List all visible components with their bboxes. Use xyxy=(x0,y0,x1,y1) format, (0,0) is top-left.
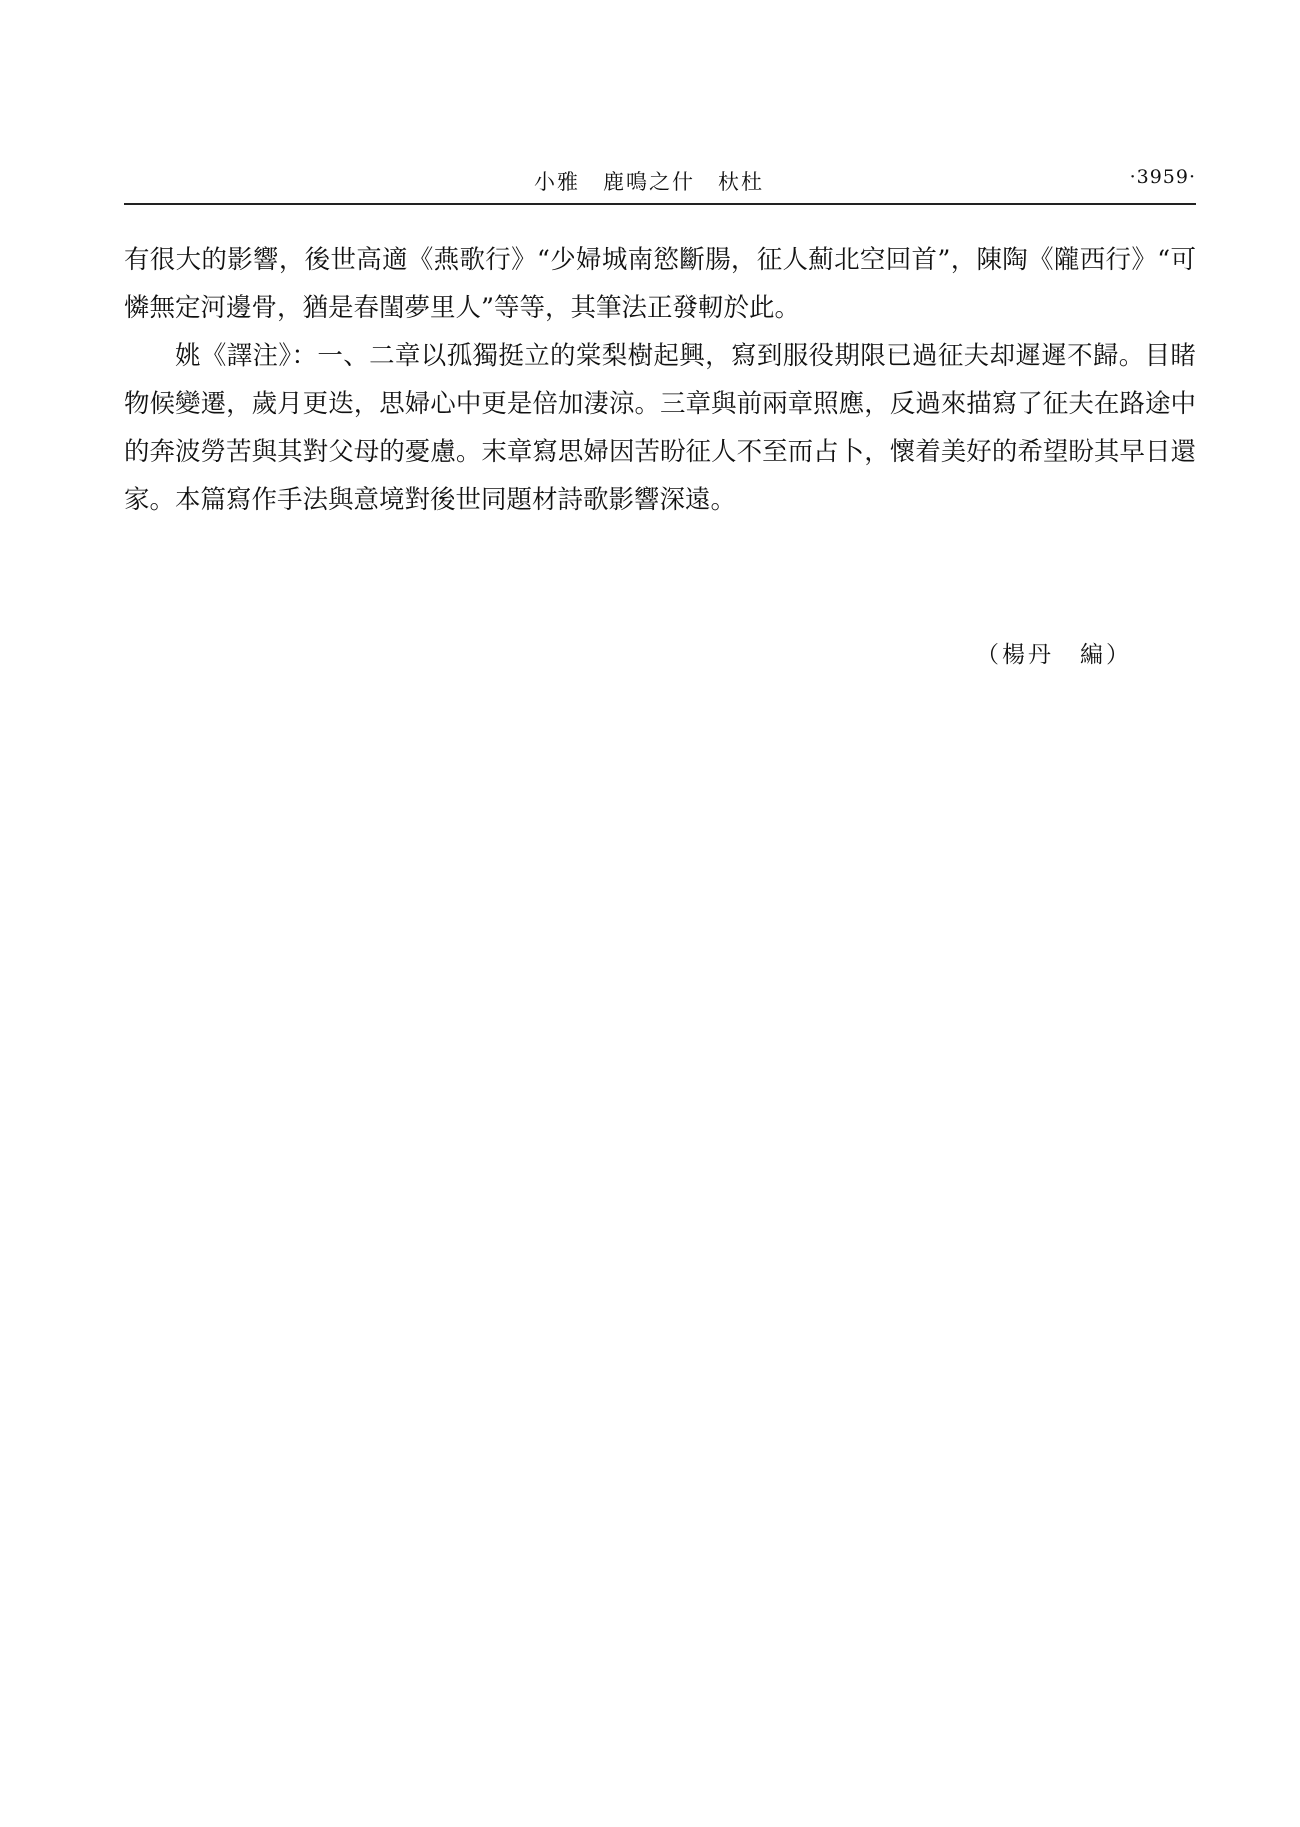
body-text xyxy=(124,236,1196,524)
running-header xyxy=(124,162,1196,198)
paragraph-continued: 有很大的影響，後世高適《燕歌行》“少婦城南慾斷腸，征人薊北空回首”，陳陶《隴西行》“可憐無定河邊骨，猶是春閨夢里人”等等，其筆法正發軔於此。 xyxy=(124,245,1196,323)
paragraph-yao-commentary: 姚《譯注》：一、二章以孤獨挺立的棠梨樹起興，寫到服役期限已過征夫却遲遲不歸。目睹物候變遷，歲月更迭，思婦心中更是倍加淒涼。三章與前兩章照應，反過來描寫了征夫在路途中的奔波勞苦與其對父母的憂慮。末章寫思婦因苦盼征人不至而占卜，懷着美好的希望盼其早日還家。本篇寫作手法與意境對後世同題材詩歌影響深遠。 xyxy=(124,341,1196,515)
editor-signature: （楊丹 編） xyxy=(976,642,1132,668)
running-header-title: 小雅 鹿鳴之什 杕杜 xyxy=(534,170,764,194)
header-rule xyxy=(124,203,1196,205)
page-number: ·3959· xyxy=(1129,166,1196,188)
